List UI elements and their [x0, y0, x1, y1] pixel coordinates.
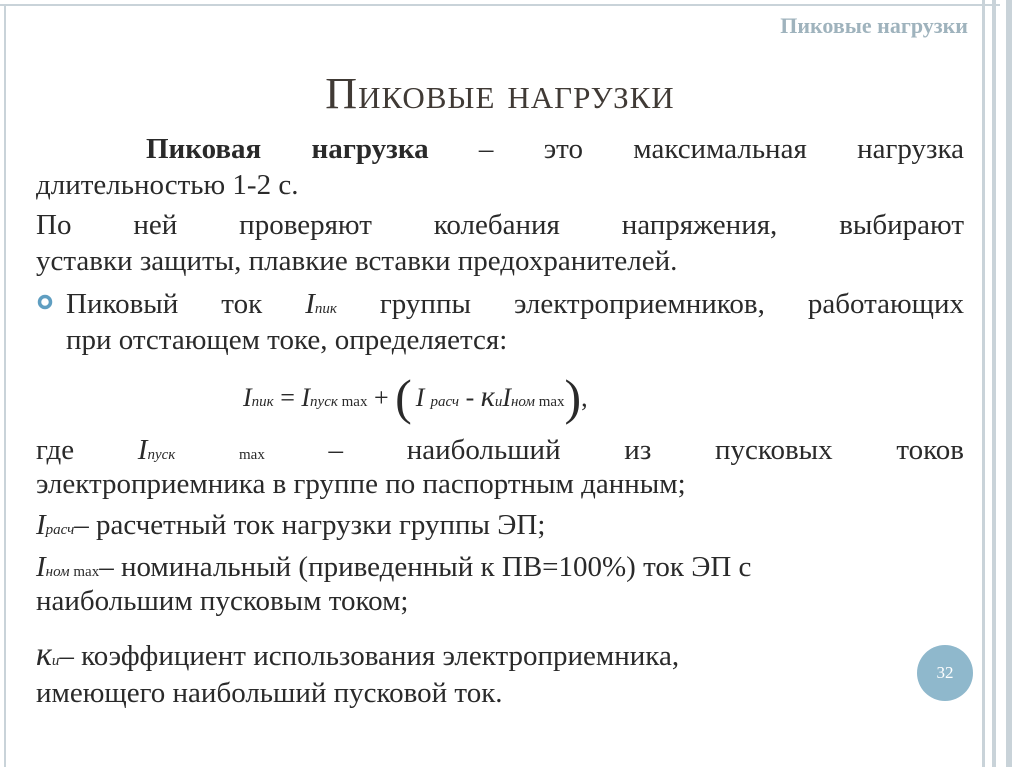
bullet-icon — [36, 293, 54, 311]
bullet-subscript: пик — [314, 301, 337, 317]
where-word-1: наибольший — [406, 434, 561, 466]
check-line-2: уставки защиты, плавкие вставки предохранителей. — [36, 245, 678, 277]
formula-I-pusk: I — [301, 383, 311, 412]
formula-I: I — [243, 383, 252, 412]
formula-minus: - — [459, 383, 481, 412]
nom-text: – номинальный (приведенный к ПВ=100%) ток ЭП с — [99, 551, 752, 583]
formula-sub-pik: пик — [251, 394, 274, 410]
formula-I-nom: I — [502, 383, 511, 412]
bullet-prefix: Пиковый ток — [66, 288, 306, 320]
formula-sub-rasch: расч — [430, 394, 460, 410]
where-word: где — [36, 434, 75, 466]
nom-I: I — [36, 551, 46, 583]
header-title: Пиковые нагрузки — [780, 13, 968, 38]
nom-sub-max: max — [69, 564, 100, 580]
where-line-2: электроприемника в группе по паспортным данным; — [36, 468, 686, 500]
where-dash: – — [328, 434, 344, 466]
bullet-line-2: при отстающем токе, определяется: — [66, 324, 508, 356]
where-I: I — [137, 434, 148, 466]
formula-equals: = — [273, 383, 302, 412]
ku-text: – коэффициент использования электроприемника, — [59, 640, 680, 672]
rasch-sub: расч — [45, 522, 75, 538]
ku-definition-line-1 — [36, 637, 896, 679]
bullet-suffix: группы электроприемников, работающих — [336, 288, 964, 320]
slide-title — [0, 68, 1000, 119]
frame-top-line — [0, 4, 1000, 6]
ku-k: к — [36, 636, 52, 673]
definition-line-1 — [36, 131, 964, 167]
frame-right-line-3 — [1006, 0, 1012, 767]
rasch-I: I — [36, 509, 46, 541]
formula-sub-u: и — [494, 394, 503, 410]
where-max: max — [239, 447, 265, 463]
where-word-2: из — [624, 434, 652, 466]
definition-text: – это максимальная нагрузка — [428, 133, 964, 165]
check-line-1: По ней проверяют колебания напряжения, выбирают — [36, 209, 964, 241]
formula-I-rasch: I — [415, 383, 425, 412]
where-word-4: токов — [896, 434, 964, 466]
formula-sub-pusk: пуск — [310, 394, 338, 410]
formula-rparen: ) — [564, 369, 582, 425]
formula-comma: , — [581, 383, 588, 412]
formula-sub-nom: ном — [510, 394, 535, 410]
slide-title-text: Пиковые нагрузки — [325, 69, 675, 118]
nom-sub: ном — [45, 564, 70, 580]
formula-plus: + — [367, 383, 396, 412]
bullet-symbol: I — [305, 288, 315, 320]
rasch-definition — [36, 507, 964, 548]
where-word-3: пусковых — [714, 434, 833, 466]
formula-sub-max-2: max — [534, 394, 565, 410]
where-sub-pusk: пуск — [147, 447, 176, 463]
peak-current-formula — [243, 368, 588, 426]
page-number-badge: 32 — [917, 645, 973, 701]
definition-term: Пиковая нагрузка — [146, 133, 429, 165]
nom-definition-line-2: наибольшим пусковым током; — [36, 585, 409, 617]
ku-sub: и — [51, 653, 60, 669]
formula-lparen: ( — [395, 369, 412, 425]
formula-sub-max: max — [337, 394, 368, 410]
definition-line-2: длительностью 1-2 с. — [36, 169, 299, 201]
formula-k: к — [480, 380, 495, 413]
rasch-text: – расчетный ток нагрузки группы ЭП; — [74, 509, 546, 541]
bullet-line-1 — [66, 286, 964, 327]
ku-definition-line-2: имеющего наибольший пусковой ток. — [36, 677, 503, 709]
